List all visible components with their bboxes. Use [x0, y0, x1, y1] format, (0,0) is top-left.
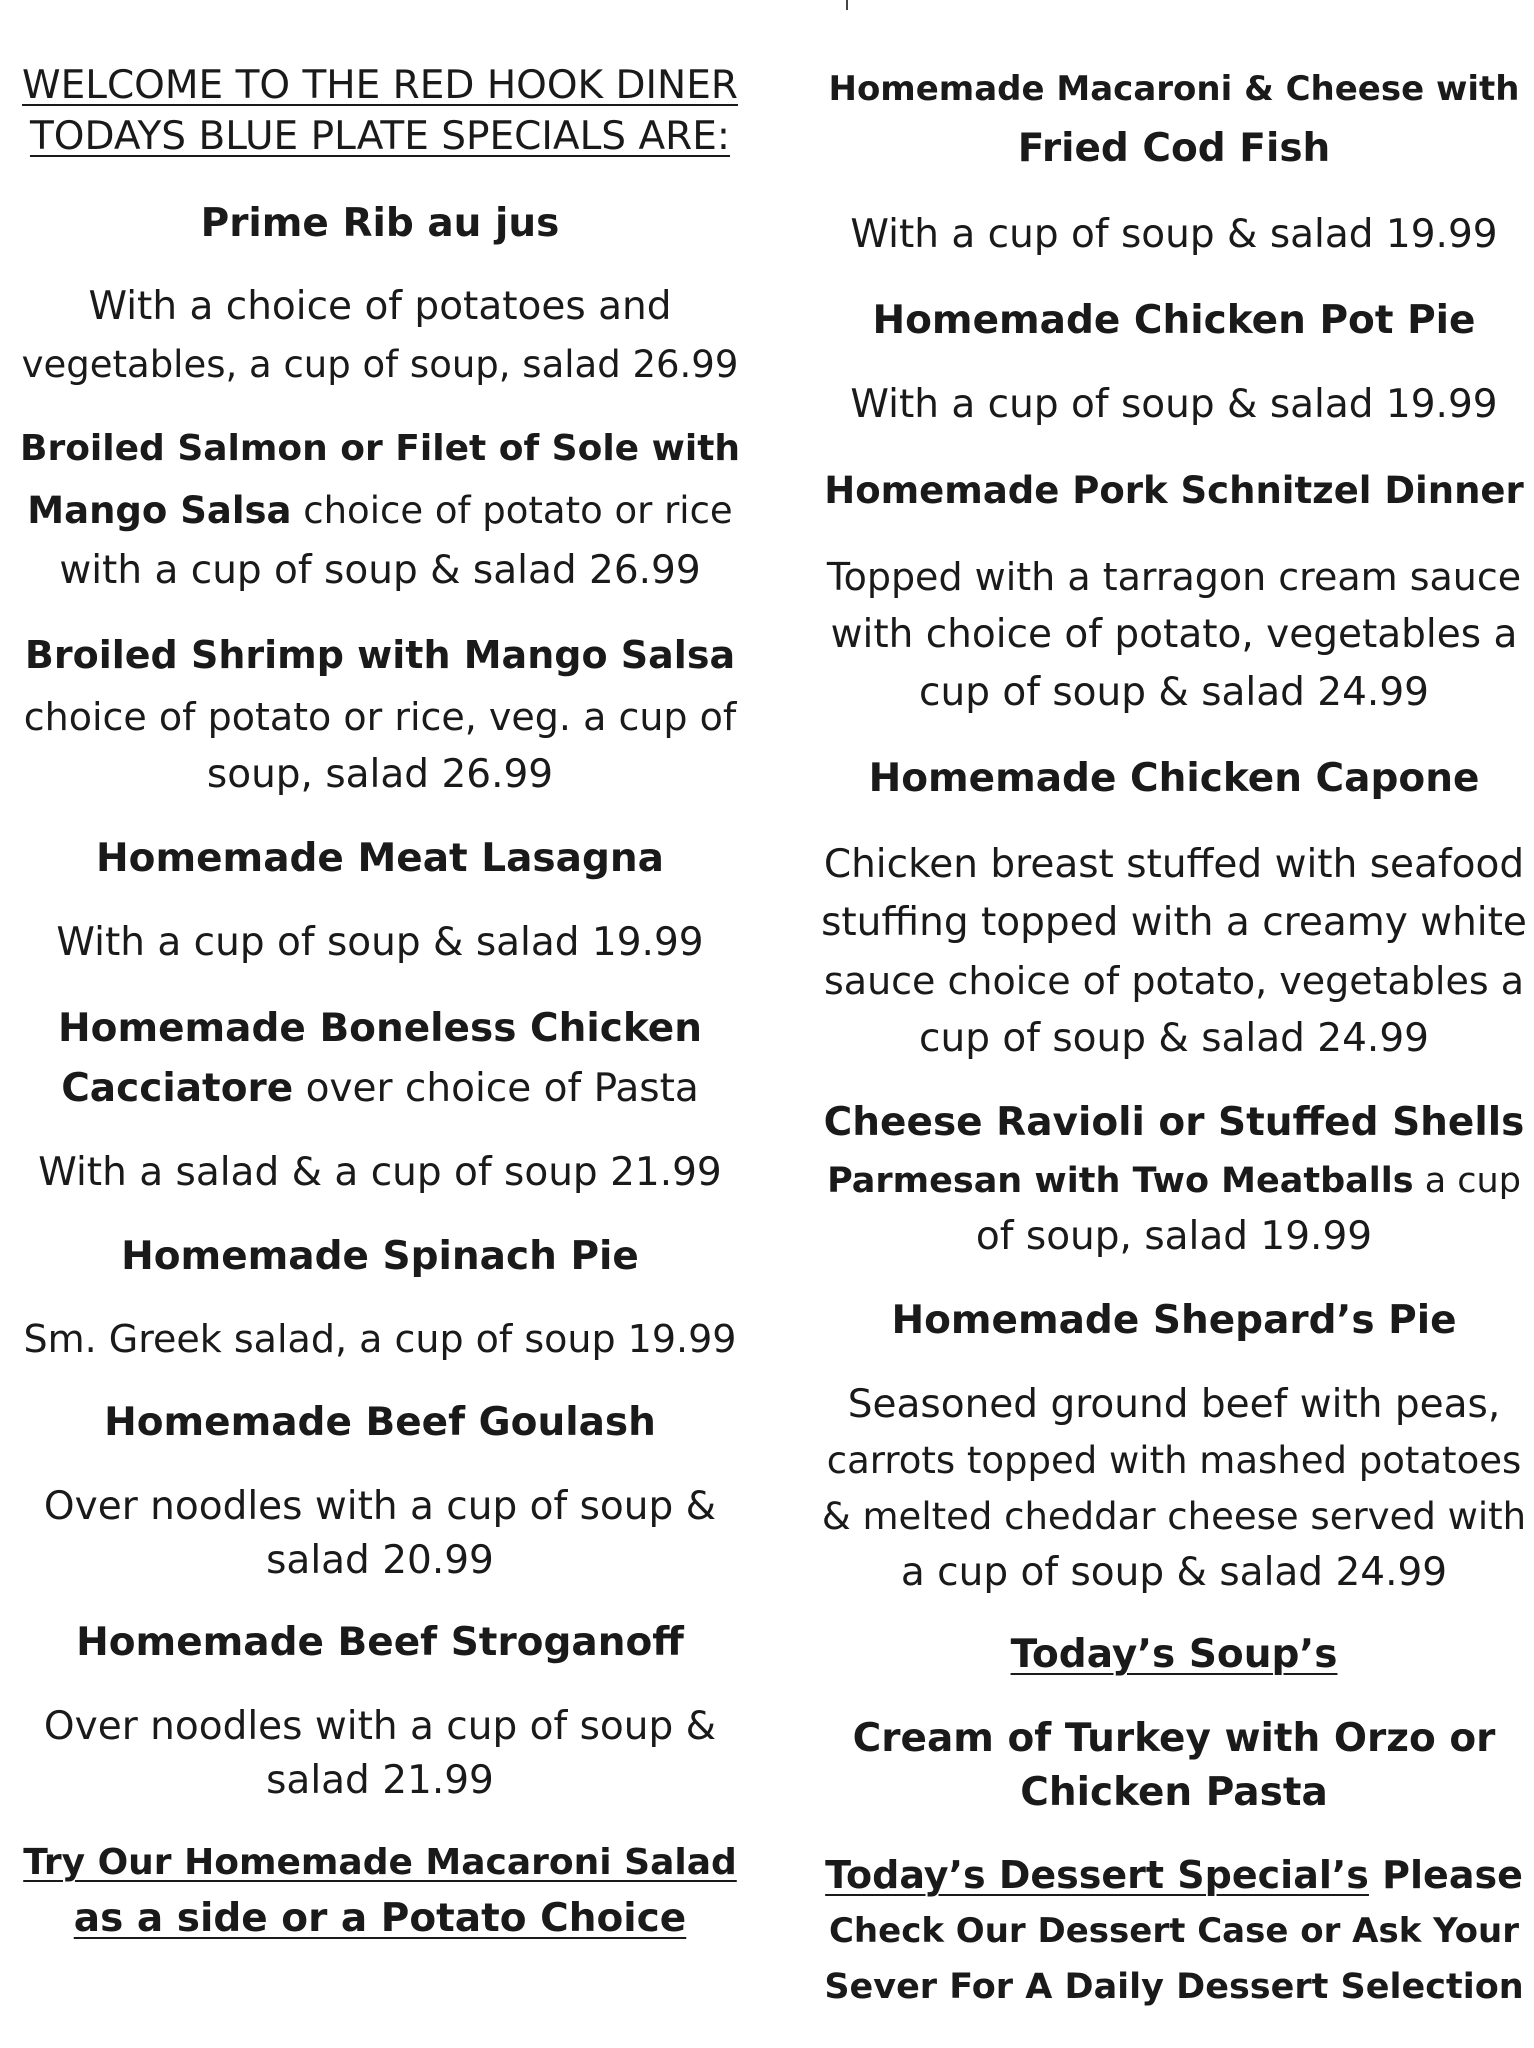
prime-rib-title: Prime Rib au jus [200, 201, 560, 246]
cacciatore-title-1: Homemade Boneless Chicken [58, 1006, 702, 1051]
capone-title: Homemade Chicken Capone [868, 756, 1480, 801]
salmon-choice: choice of potato or rice [291, 489, 733, 532]
capone-desc-2: stuffing topped with a creamy white [821, 900, 1527, 945]
schnitzel-desc-2: with choice of potato, vegetables a [830, 612, 1518, 657]
ravioli-line-3: of soup, salad 19.99 [975, 1214, 1373, 1259]
cacciatore-desc: With a salad & a cup of soup 21.99 [38, 1150, 722, 1195]
shrimp-title: Broiled Shrimp with Mango Salsa [24, 633, 736, 677]
pot-pie-title: Homemade Chicken Pot Pie [872, 298, 1476, 343]
ravioli-cup: a cup [1413, 1161, 1521, 1201]
spinach-pie-desc: Sm. Greek salad, a cup of soup 19.99 [23, 1317, 737, 1361]
dessert-line-2: Check Our Dessert Case or Ask Your [828, 1911, 1520, 1951]
pot-pie-desc: With a cup of soup & salad 19.99 [850, 382, 1498, 427]
goulash-desc-2: salad 20.99 [266, 1538, 494, 1583]
scan-mark [846, 0, 848, 10]
stroganoff-title: Homemade Beef Stroganoff [76, 1620, 684, 1665]
ravioli-parmesan: Parmesan with Two Meatballs [827, 1161, 1414, 1201]
mac-salad-line-1: Try Our Homemade Macaroni Salad [23, 1842, 737, 1883]
ravioli-title: Cheese Ravioli or Stuffed Shells [823, 1100, 1525, 1145]
shepard-desc-4: a cup of soup & salad 24.99 [900, 1550, 1448, 1595]
schnitzel-desc-3: cup of soup & salad 24.99 [919, 670, 1429, 715]
mac-cheese-desc: With a cup of soup & salad 19.99 [850, 212, 1498, 257]
stroganoff-desc-1: Over noodles with a cup of soup & [43, 1704, 717, 1749]
shepard-title: Homemade Shepard’s Pie [891, 1298, 1457, 1343]
shrimp-desc-2: soup, salad 26.99 [206, 752, 554, 797]
salmon-line-2 [20, 482, 740, 540]
dessert-line-3: Sever For A Daily Dessert Selection [824, 1967, 1524, 2007]
shrimp-desc-1: choice of potato or rice, veg. a cup of [23, 695, 737, 739]
ravioli-line-2 [820, 1152, 1528, 1210]
schnitzel-title: Homemade Pork Schnitzel Dinner [824, 469, 1524, 512]
prime-rib-desc-1: With a choice of potatoes and [88, 284, 672, 329]
shepard-desc-1: Seasoned ground beef with peas, [847, 1382, 1501, 1427]
shepard-desc-2: carrots topped with mashed potatoes [826, 1439, 1522, 1482]
mac-cheese-title-2: Fried Cod Fish [1017, 126, 1331, 171]
salmon-mango-salsa: Mango Salsa [27, 489, 292, 532]
stroganoff-desc-2: salad 21.99 [266, 1758, 494, 1803]
prime-rib-desc-2: vegetables, a cup of soup, salad 26.99 [21, 343, 739, 386]
soups-line-2: Chicken Pasta [1020, 1770, 1328, 1815]
mac-cheese-title-1: Homemade Macaroni & Cheese with [828, 69, 1520, 109]
lasagna-desc: With a cup of soup & salad 19.99 [56, 920, 704, 965]
salmon-line-3: with a cup of soup & salad 26.99 [59, 548, 701, 593]
dessert-heading: Today’s Dessert Special’s [825, 1853, 1369, 1897]
goulash-title: Homemade Beef Goulash [104, 1400, 656, 1445]
capone-desc-3: sauce choice of potato, vegetables a [824, 959, 1524, 1003]
cacciatore-pasta: over choice of Pasta [293, 1066, 699, 1111]
soups-line-1: Cream of Turkey with Orzo or [852, 1716, 1496, 1761]
lasagna-title: Homemade Meat Lasagna [96, 836, 664, 881]
schnitzel-desc-1: Topped with a tarragon cream sauce [826, 555, 1522, 599]
header-line-2: TODAYS BLUE PLATE SPECIALS ARE: [29, 114, 731, 159]
dessert-line-1 [820, 1846, 1528, 1904]
goulash-desc-1: Over noodles with a cup of soup & [43, 1484, 717, 1529]
capone-desc-4: cup of soup & salad 24.99 [919, 1016, 1429, 1061]
cacciatore-name: Cacciatore [61, 1066, 294, 1111]
cacciatore-line-2 [20, 1060, 740, 1118]
soups-heading: Today’s Soup’s [1010, 1632, 1338, 1677]
mac-salad-line-2: as a side or a Potato Choice [73, 1896, 687, 1941]
capone-desc-1: Chicken breast stuffed with seafood [823, 842, 1525, 887]
dessert-please: Please [1368, 1853, 1523, 1897]
shepard-desc-3: & melted cheddar cheese served with [821, 1495, 1527, 1538]
header-line-1: WELCOME TO THE RED HOOK DINER [22, 63, 738, 108]
salmon-title: Broiled Salmon or Filet of Sole with [20, 428, 741, 469]
spinach-pie-title: Homemade Spinach Pie [121, 1234, 639, 1279]
